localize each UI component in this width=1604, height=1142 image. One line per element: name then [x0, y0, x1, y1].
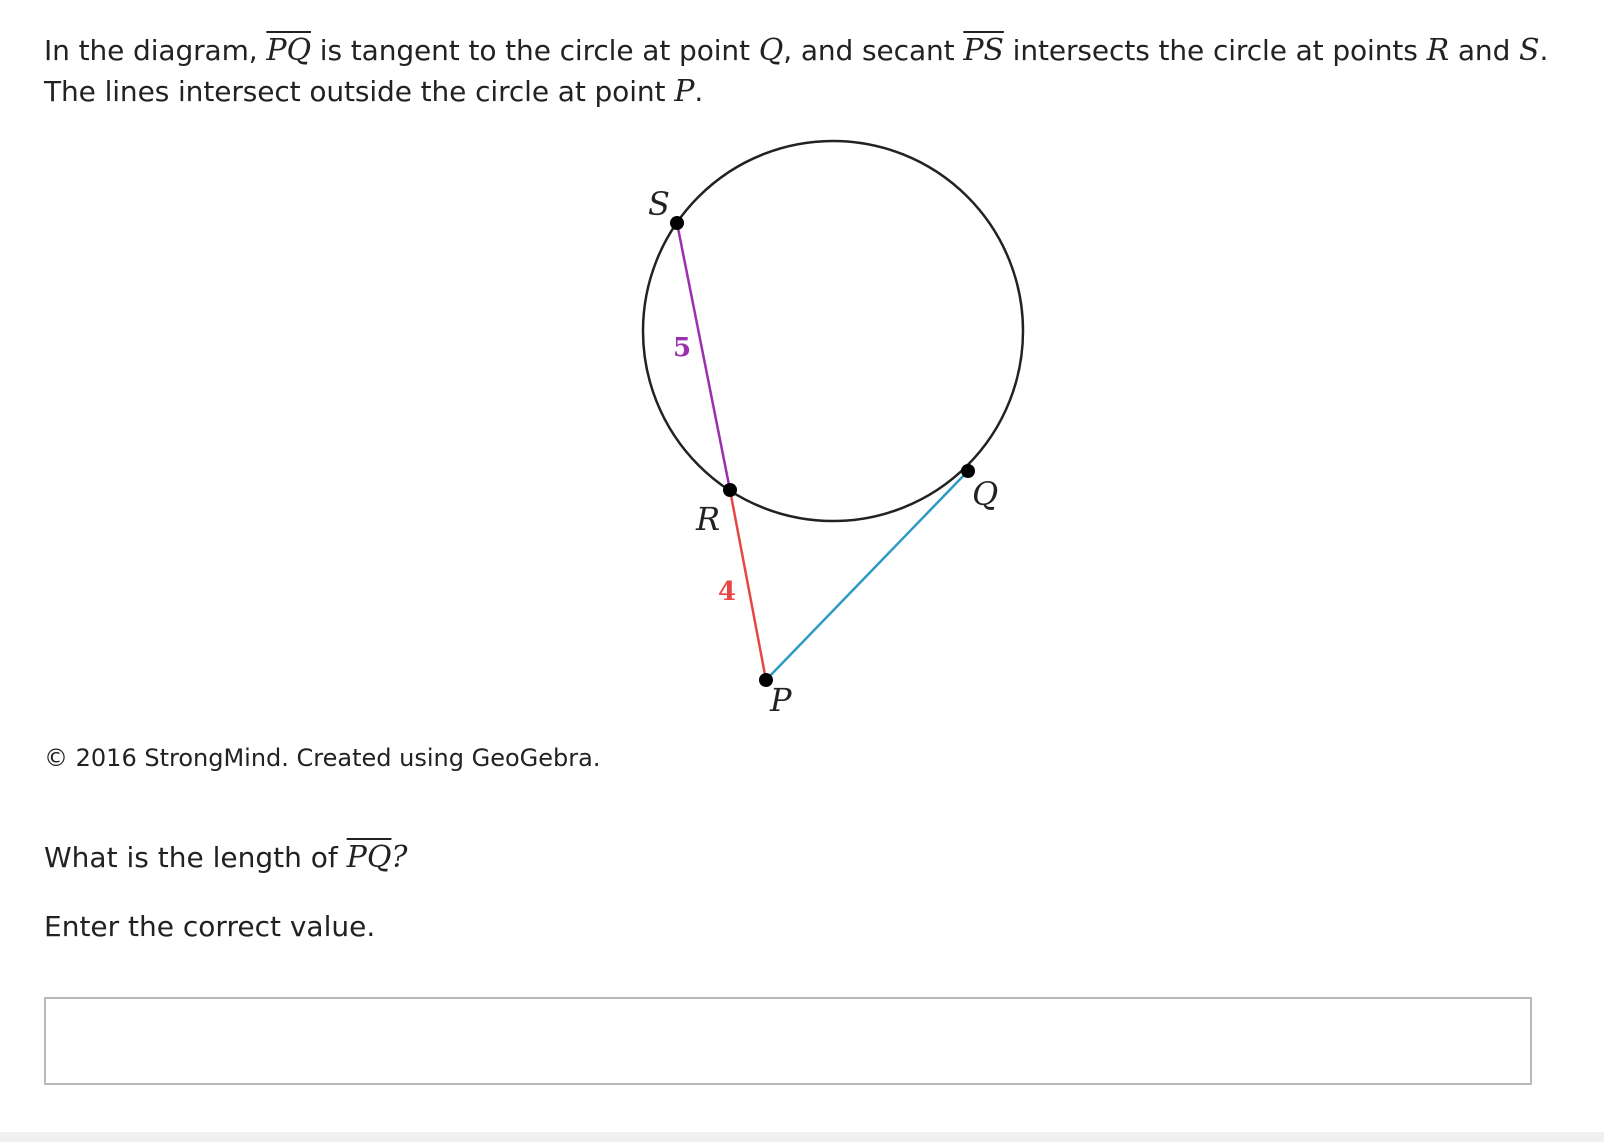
instruction-text: Enter the correct value.	[44, 910, 376, 943]
point-q-label: Q	[758, 33, 784, 68]
geometry-diagram	[600, 128, 1080, 718]
image-credit: © 2016 StrongMind. Created using GeoGebra.	[44, 744, 601, 772]
segment-pq	[766, 471, 968, 680]
prompt-text-4: intersects the circle at points	[1003, 34, 1427, 67]
prompt-text-3: , and secant	[783, 34, 964, 67]
prompt-text-2: is tangent to the circle at point	[310, 34, 759, 67]
label-s: S	[648, 185, 670, 223]
segment-ps-label: $\overline{PS}$	[963, 33, 1004, 68]
question-text-1: What is the length of	[44, 841, 347, 874]
length-rp-label: 4	[718, 577, 737, 607]
label-q: Q	[972, 475, 999, 513]
length-sr-label: 5	[673, 333, 692, 363]
question-mark: ?	[391, 840, 408, 875]
prompt-text-6: . The lines intersect outside the circle at point	[44, 34, 1549, 108]
prompt-text-1: In the diagram,	[44, 34, 267, 67]
point-s	[670, 216, 684, 230]
problem-statement	[44, 30, 1574, 112]
prompt-text-7: .	[694, 75, 704, 108]
question-segment-label: $\overline{PQ}$	[346, 840, 392, 875]
circle	[643, 141, 1023, 521]
label-r: R	[696, 500, 721, 538]
prompt-text-5: and	[1449, 34, 1520, 67]
point-r	[723, 483, 737, 497]
answer-input[interactable]	[44, 997, 1532, 1085]
segment-pq-label: $\overline{PQ}$	[266, 33, 311, 68]
label-p: P	[770, 681, 792, 718]
bottom-divider	[0, 1132, 1604, 1142]
point-r-label: R	[1426, 33, 1450, 68]
point-s-label: S	[1519, 33, 1540, 68]
question-text	[44, 838, 408, 878]
point-p-label: P	[674, 74, 695, 109]
